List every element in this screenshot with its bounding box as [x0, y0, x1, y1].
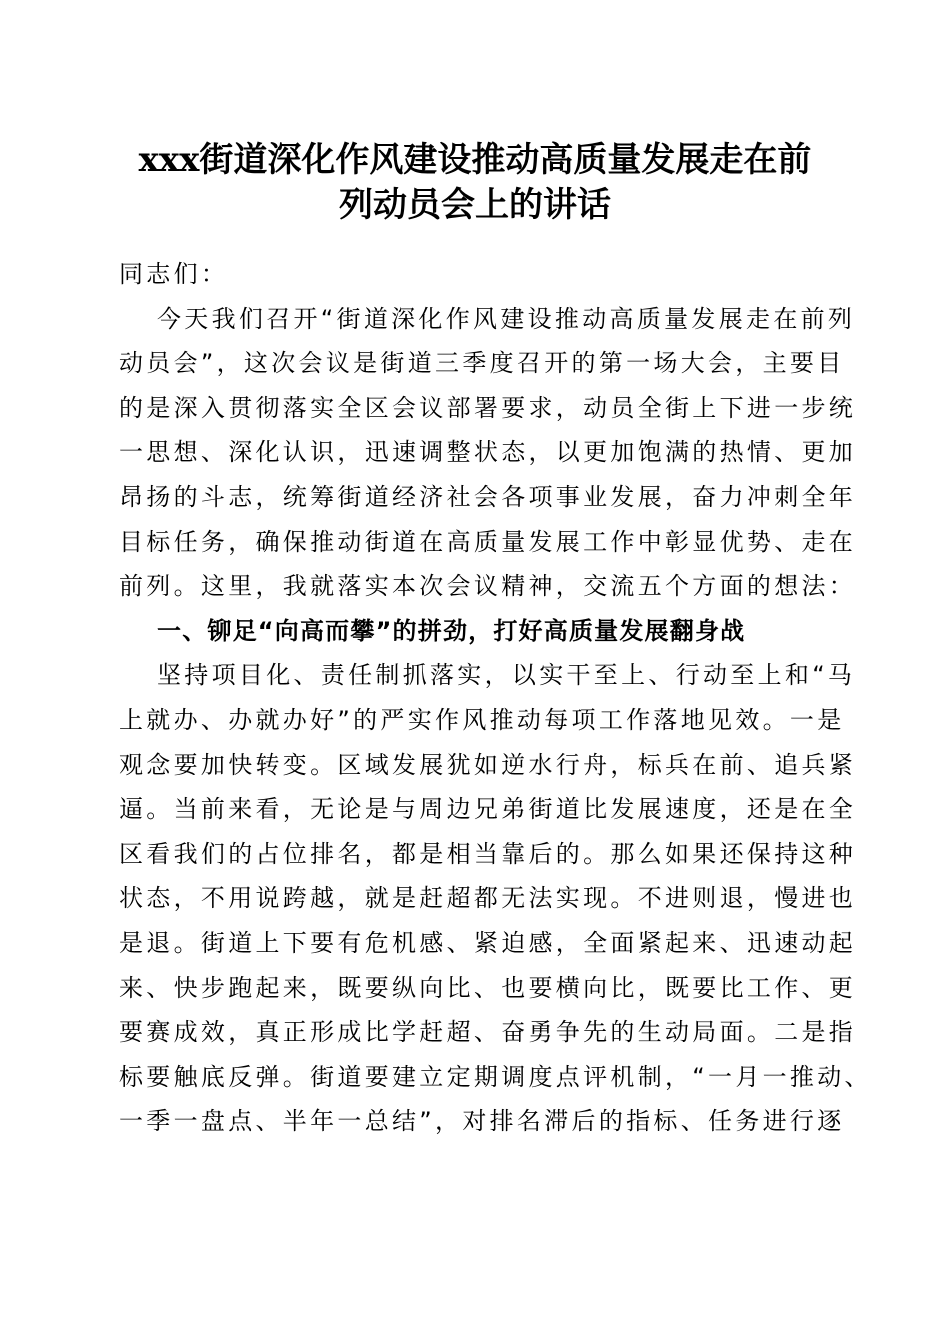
- paragraph-line: 上就办、办就办好”的严实作风推动每项工作落地见效。一是: [119, 705, 845, 734]
- paragraph-line: 观念要加快转变。区域发展犹如逆水行舟，标兵在前、追兵紧: [119, 750, 857, 779]
- document-title: [100, 138, 850, 228]
- salutation: 同志们：: [119, 260, 229, 288]
- section-heading: 一、铆足“向高而攀”的拼劲，打好高质量发展翻身战: [157, 616, 746, 645]
- paragraph-line: 目标任务，确保推动街道在高质量发展工作中彰显优势、走在: [119, 527, 857, 556]
- paragraph-line: 动员会”，这次会议是街道三季度召开的第一场大会，主要目: [119, 349, 845, 378]
- document-body: [119, 252, 872, 1144]
- title-line: xxx街道深化作风建设推动高质量发展走在前: [138, 140, 812, 180]
- title-line: 列动员会上的讲话: [339, 185, 611, 225]
- paragraph-line: 是退。街道上下要有危机感、紧迫感，全面紧起来、迅速动起: [119, 928, 857, 957]
- paragraph-line: 来、快步跑起来，既要纵向比、也要横向比，既要比工作、更: [119, 973, 857, 1002]
- paragraph-line: 今天我们召开“街道深化作风建设推动高质量发展走在前列: [157, 304, 856, 333]
- paragraph-line: 的是深入贯彻落实全区会议部署要求，动员全街上下进一步统: [119, 393, 857, 422]
- paragraph-line: 状态，不用说跨越，就是赶超都无法实现。不进则退，慢进也: [119, 884, 857, 913]
- paragraph-line: 要赛成效，真正形成比学赶超、奋勇争先的生动局面。二是指: [119, 1018, 857, 1047]
- paragraph-line: 坚持项目化、责任制抓落实，以实干至上、行动至上和“马: [157, 661, 856, 690]
- paragraph-line: 区看我们的占位排名，都是相当靠后的。那么如果还保持这种: [119, 839, 857, 868]
- paragraph-line: 前列。这里，我就落实本次会议精神，交流五个方面的想法：: [119, 572, 857, 601]
- paragraph-line: 标要触底反弹。街道要建立定期调度点评机制，“一月一推动、: [119, 1062, 872, 1091]
- paragraph-line: 一季一盘点、半年一总结”，对排名滞后的指标、任务进行逐: [119, 1107, 845, 1136]
- paragraph-line: 昂扬的斗志，统筹街道经济社会各项事业发展，奋力冲刺全年: [119, 482, 857, 511]
- paragraph-line: 逼。当前来看，无论是与周边兄弟街道比发展速度，还是在全: [119, 795, 857, 824]
- paragraph-line: 一思想、深化认识，迅速调整状态，以更加饱满的热情、更加: [119, 438, 857, 467]
